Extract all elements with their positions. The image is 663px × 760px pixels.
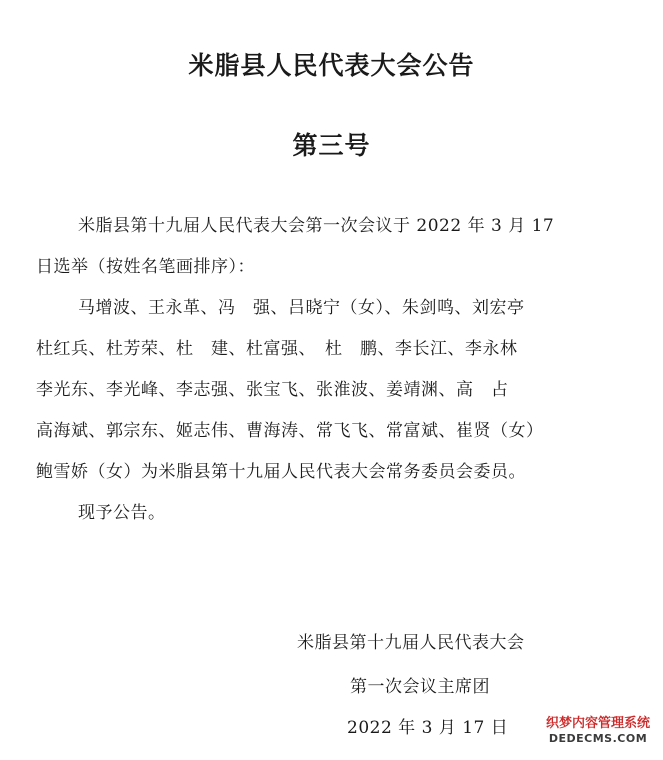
names-line-3: 李光东、李光峰、李志强、张宝飞、张淮波、姜靖渊、高 占	[36, 380, 509, 400]
names-line-5: 鲍雪娇（女）为米脂县第十九届人民代表大会常务委员会委员。	[36, 462, 526, 482]
watermark-logo	[539, 716, 657, 752]
announcement-title: 米脂县人民代表大会公告	[188, 51, 475, 80]
signature-body: 第一次会议主席团	[350, 677, 490, 697]
intro-line-1: 米脂县第十九届人民代表大会第一次会议于 2022 年 3 月 17	[78, 216, 555, 236]
watermark-top-text: 织梦内容管理系统	[545, 716, 650, 731]
names-line-4: 高海斌、郭宗东、姬志伟、曹海涛、常飞飞、常富斌、崔贤（女）	[36, 421, 544, 441]
intro-line-2: 日选举（按姓名笔画排序）：	[36, 257, 255, 277]
announcement-body	[36, 206, 640, 534]
signature-date: 2022 年 3 月 17 日	[347, 718, 509, 738]
names-line-1: 马增波、王永革、冯 强、吕晓宁（女）、朱剑鸣、刘宏亭	[78, 298, 525, 318]
names-line-2: 杜红兵、杜芳荣、杜 建、杜富强、 杜 鹏、李长江、李永林	[36, 339, 518, 359]
announcement-number: 第三号	[292, 131, 371, 160]
watermark-bottom-text: DEDECMS.COM	[548, 732, 648, 745]
closing-line: 现予公告。	[78, 503, 166, 523]
signature-org: 米脂县第十九届人民代表大会	[297, 633, 525, 653]
